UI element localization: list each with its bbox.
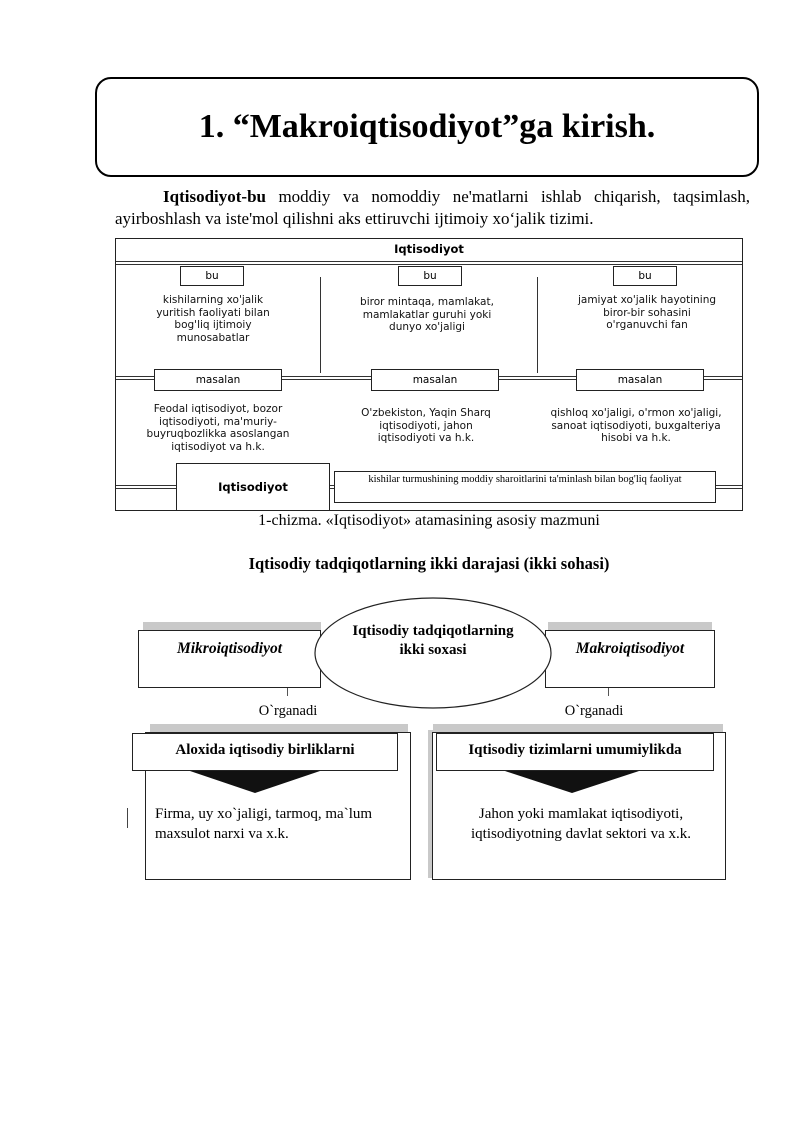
example-2: O'zbekiston, Yaqin Sharq iqtisodiyoti, jahon iqtisodiyoti va h.k. (361, 407, 491, 444)
bu-box-3: bu (613, 266, 677, 286)
figure-caption: 1-chizma. «Iqtisodiyot» atamasining asosiy mazmuni (258, 512, 600, 529)
example-1: Feodal iqtisodiyot, bozor iqtisodiyoti, ma'muriy-buyruqbozlikka asoslangan iqtisodiyot va h.k. (146, 403, 290, 453)
definition-2: biror mintaqa, mamlakat, mamlakatlar guruhi yoki dunyo xo'jaligi (360, 296, 494, 333)
section-heading: Iqtisodiy tadqiqotlarning ikki darajasi (ikki sohasi) (248, 554, 610, 573)
micro-arrow-icon (190, 771, 320, 793)
micro-examples: Firma, uy xo`jaligi, tarmoq, ma`lum maxsulot narxi va x.k. (155, 806, 373, 842)
bottom-label-box: Iqtisodiyot (176, 463, 330, 511)
macro-title-box (545, 630, 715, 688)
masalan-box-1: masalan (154, 369, 282, 391)
macro-subject-box (436, 733, 714, 771)
masalan-box-3: masalan (576, 369, 704, 391)
intro-text: moddiy va nomoddiy ne'matlarni ishlab chiqarish, taqsimlash, ayirboshlash va iste'mol qilishni aks ettiruvchi ijtimoiy xo‘jalik tizimi. (115, 187, 750, 228)
right-studies-label: O`rganadi (564, 703, 624, 719)
intro-term: Iqtisodiyot-bu (163, 187, 266, 206)
definition-1: kishilarning xo'jalik yuritish faoliyati bilan bog'liq ijtimoiy munosabatlar (156, 294, 270, 344)
page-title: 1. “Makroiqtisodiyot”ga kirish. (198, 108, 656, 145)
macro-title: Makroiqtisodiyot (575, 640, 685, 657)
macro-subject: Iqtisodiy tizimlarni umumiylikda (468, 742, 682, 758)
definition-3: jamiyat xo'jalik hayotining biror-bir sohasini o'rganuvchi fan (577, 294, 717, 331)
bottom-text-box: kishilar turmushining moddiy sharoitlarini ta'minlash bilan bog'liq faoliyat (334, 471, 716, 503)
bu-box-2: bu (398, 266, 462, 286)
macro-arrow-icon (505, 771, 639, 793)
micro-title: Mikroiqtisodiyot (176, 640, 283, 657)
left-studies-label: O`rganadi (258, 703, 318, 719)
center-text: Iqtisodiy tadqiqotlarning ikki soxasi (352, 623, 514, 658)
example-3: qishloq xo'jaligi, o'rmon xo'jaligi, sanoat iqtisodiyoti, buxgalteriya hisobi va h.k. (550, 407, 722, 444)
micro-subject-box (132, 733, 398, 771)
macro-examples: Jahon yoki mamlakat iqtisodiyoti, iqtisodiyotning davlat sektori va x.k. (471, 806, 691, 842)
diagram-header: Iqtisodiyot (394, 242, 464, 256)
micro-title-box (138, 630, 321, 688)
bu-box-1: bu (180, 266, 244, 286)
masalan-box-2: masalan (371, 369, 499, 391)
micro-subject: Aloxida iqtisodiy birliklarni (175, 742, 355, 758)
